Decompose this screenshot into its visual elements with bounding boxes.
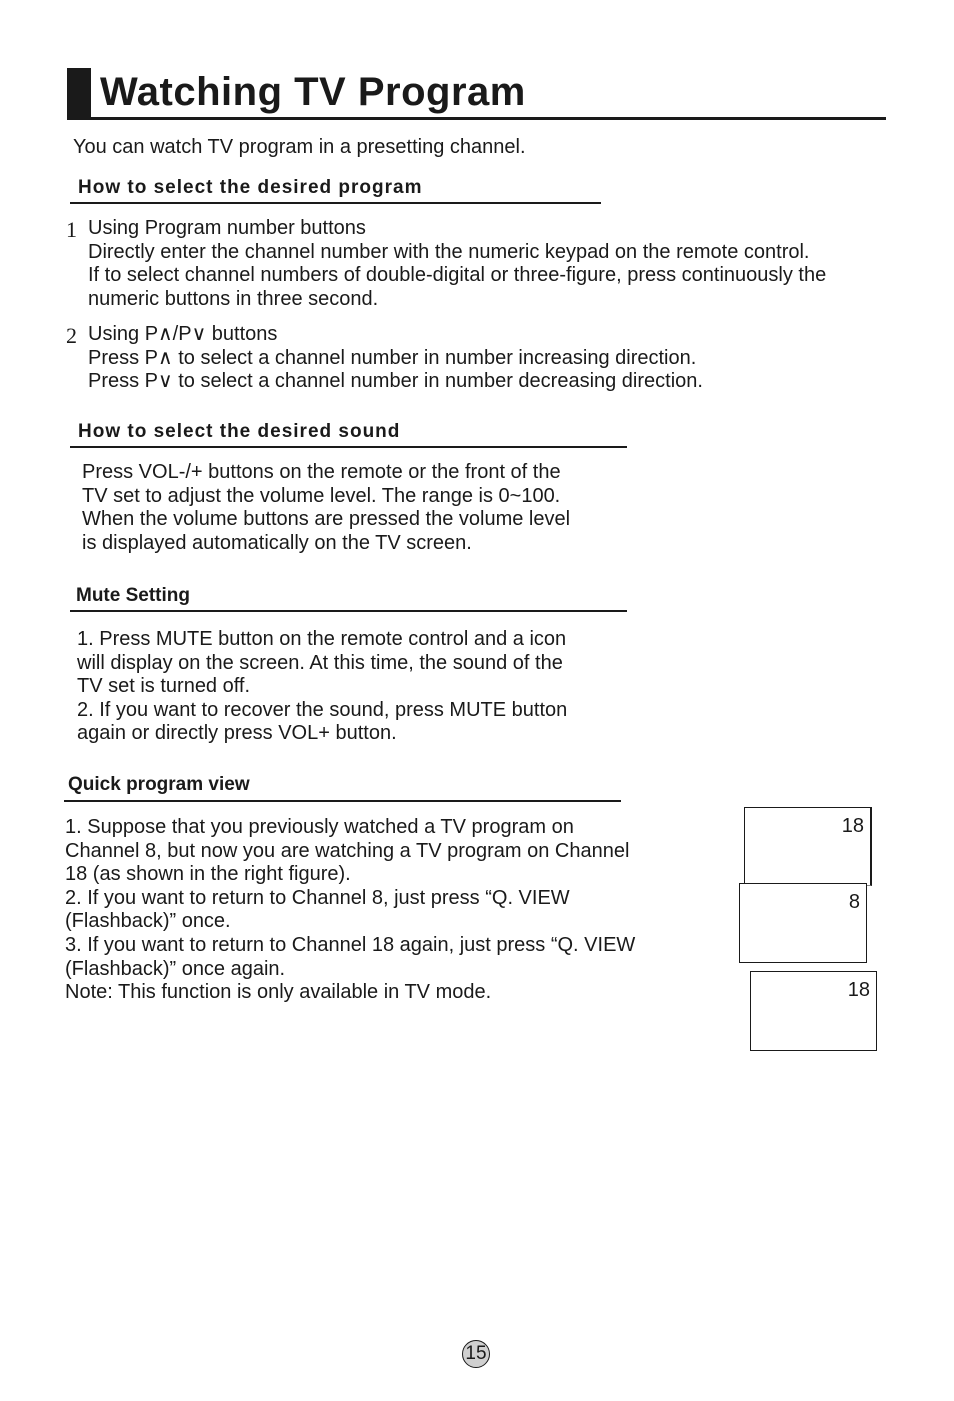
text-line: is displayed automatically on the TV screen. [82, 531, 472, 554]
section-heading-select-program: How to select the desired program [78, 177, 423, 198]
text-line: 2. If you want to return to Channel 8, just press “Q. VIEW [65, 886, 570, 909]
text-line: 1. Suppose that you previously watched a TV program on [65, 816, 574, 838]
text-line: Press P∨ to select a channel number in number decreasing direction. [88, 370, 703, 393]
quick-view-text [65, 816, 635, 1005]
text-line: If to select channel numbers of double-digital or three-figure, press continuously the [88, 264, 827, 287]
intro-text: You can watch TV program in a presetting channel. [73, 136, 526, 158]
section-heading-quick-view: Quick program view [68, 774, 250, 795]
item-1-text [88, 217, 826, 311]
channel-number: 18 [847, 979, 870, 1001]
page-number: 15 [462, 1340, 490, 1368]
text-line: Using P∧/P∨ buttons [88, 323, 278, 345]
section-rule [70, 202, 601, 204]
section-heading-select-sound: How to select the desired sound [78, 421, 401, 442]
text-line: 3. If you want to return to Channel 18 again, just press “Q. VIEW [65, 933, 636, 956]
text-line: again or directly press VOL+ button. [77, 722, 397, 745]
tv-screen-figure-2 [739, 883, 867, 963]
title-marker-bar [67, 68, 91, 120]
item-number: 2 [66, 323, 77, 348]
page-title: Watching TV Program [100, 70, 526, 114]
sound-text [82, 461, 570, 555]
section-rule [70, 446, 627, 448]
item-number: 1 [66, 217, 77, 242]
mute-text [77, 628, 567, 746]
text-line: will display on the screen. At this time, the sound of the [77, 651, 563, 674]
text-line: Press P∧ to select a channel number in number increasing direction. [88, 346, 697, 369]
tv-screen-figure-3 [750, 971, 877, 1051]
section-heading-mute: Mute Setting [76, 585, 190, 606]
channel-number: 18 [841, 815, 864, 837]
text-line: (Flashback)” once again. [65, 957, 286, 980]
text-line: Note: This function is only available in TV mode. [65, 981, 492, 1004]
text-line: Press VOL-/+ buttons on the remote or the front of the [82, 461, 561, 483]
text-line: (Flashback)” once. [65, 910, 231, 933]
item-2-text [88, 323, 703, 394]
text-line: numeric buttons in three second. [88, 287, 379, 310]
text-line: Channel 8, but now you are watching a TV program on Channel [65, 839, 630, 862]
text-line: Directly enter the channel number with the numeric keypad on the remote control. [88, 240, 810, 263]
text-line: TV set to adjust the volume level. The range is 0~100. [82, 484, 561, 507]
section-rule [70, 610, 627, 612]
text-line: 1. Press MUTE button on the remote control and a icon [77, 628, 567, 650]
section-rule [64, 800, 621, 802]
text-line: Using Program number buttons [88, 217, 366, 239]
channel-number: 8 [848, 891, 860, 913]
text-line: When the volume buttons are pressed the volume level [82, 508, 571, 531]
tv-screen-figure-1 [744, 807, 872, 886]
text-line: TV set is turned off. [77, 675, 251, 698]
text-line: 18 (as shown in the right figure). [65, 863, 351, 886]
text-line: 2. If you want to recover the sound, press MUTE button [77, 698, 568, 721]
title-underline [67, 117, 886, 120]
